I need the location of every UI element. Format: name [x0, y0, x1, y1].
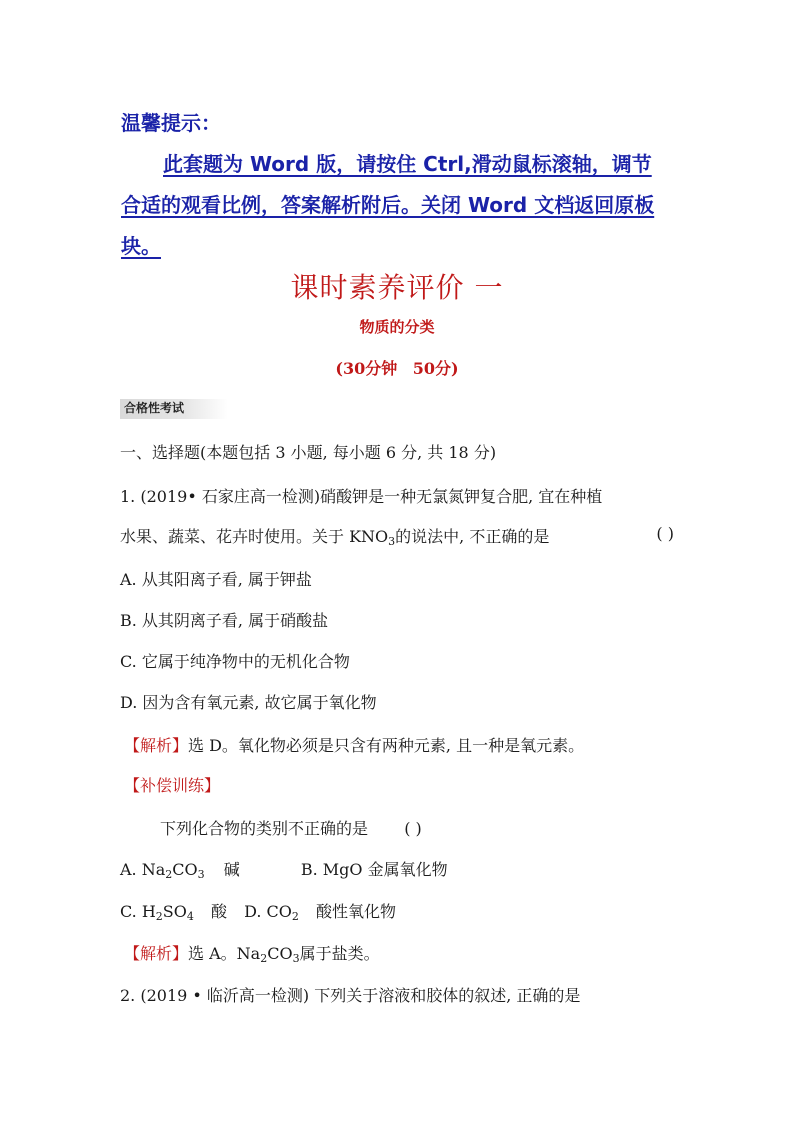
q2-stem-line-1: 2. (2019 • 临沂高一检测) 下列关于溶液和胶体的叙述, 正确的是: [120, 986, 581, 1005]
supplement-label: 【补偿训练】: [124, 776, 221, 795]
opt-a-sub2: 3: [197, 868, 205, 881]
opt-c-pre: C. H: [120, 902, 156, 921]
opt-d-sub: 2: [291, 910, 299, 923]
lesson-time: (30分钟 50分): [335, 359, 459, 378]
supplement-stem: [160, 816, 422, 839]
opt-c-sub2: 4: [186, 910, 194, 923]
opt-b: B. MgO 金属氧化物: [300, 860, 448, 879]
supplement-analysis-a: 选 A。Na: [188, 944, 261, 963]
opt-a-mid: CO: [172, 860, 198, 879]
supplement-answer-paren: ( ): [404, 819, 422, 838]
q1-analysis: [124, 733, 584, 756]
supplement-analysis-sub1: 2: [260, 952, 268, 965]
opt-d-post: 酸性氧化物: [315, 902, 396, 921]
opt-d-pre: D. CO: [244, 902, 292, 921]
q1-answer-paren: ( ): [656, 524, 674, 543]
supplement-stem-text: 下列化合物的类别不正确的是: [160, 819, 369, 838]
q1-stem-line-2: [120, 524, 674, 548]
supplement-analysis-b: 属于盐类。: [299, 944, 380, 963]
tip-line-3: 块。: [121, 234, 161, 258]
opt-c-post: 酸: [210, 902, 227, 921]
opt-c-mid: SO: [162, 902, 187, 921]
lesson-subtitle: 物质的分类: [359, 318, 435, 336]
q1-option-a: A. 从其阳离子看, 属于钾盐: [120, 570, 312, 589]
opt-a-pre: A. Na: [120, 860, 166, 879]
q1-analysis-label: 【解析】: [124, 736, 189, 755]
supplement-analysis: [124, 941, 380, 965]
opt-c-sub1: 2: [155, 910, 163, 923]
q1-option-d: D. 因为含有氧元素, 故它属于氧化物: [120, 693, 377, 712]
supplement-options-ab: [120, 857, 448, 881]
supplement-analysis-label: 【解析】: [124, 944, 189, 963]
supplement-analysis-mid: CO: [267, 944, 293, 963]
tip-line-2: 合适的观看比例，答案解析附后。关闭 Word 文档返回原板: [121, 193, 655, 217]
tip-body: [121, 144, 677, 267]
supplement-analysis-sub2: 3: [292, 952, 300, 965]
q1-option-b: B. 从其阴离子看, 属于硝酸盐: [120, 611, 329, 630]
tip-title: 温馨提示：: [121, 111, 221, 135]
lesson-title: 课时素养评价 一: [290, 271, 504, 304]
q1-stem-b: 的说法中, 不正确的是: [395, 527, 550, 546]
q1-analysis-text: 选 D。氧化物必须是只含有两种元素, 且一种是氧元素。: [188, 736, 585, 755]
tip-line-1: 此套题为 Word 版，请按住 Ctrl,滑动鼠标滚轴，调节: [163, 152, 652, 176]
q1-stem-a: 水果、蔬菜、花卉时使用。关于 KNO: [120, 527, 389, 546]
supplement-options-cd: [120, 899, 396, 923]
opt-a-sub1: 2: [165, 868, 173, 881]
q1-stem-sub: 3: [388, 535, 396, 548]
section-tag: 合格性考试: [120, 399, 228, 419]
q1-stem-line-1: 1. (2019• 石家庄高一检测)硝酸钾是一种无氯氮钾复合肥, 宜在种植: [120, 487, 603, 506]
q1-option-c: C. 它属于纯净物中的无机化合物: [120, 652, 350, 671]
opt-a-post: 碱: [223, 860, 240, 879]
section-heading: 一、选择题(本题包括 3 小题, 每小题 6 分, 共 18 分): [120, 443, 497, 462]
